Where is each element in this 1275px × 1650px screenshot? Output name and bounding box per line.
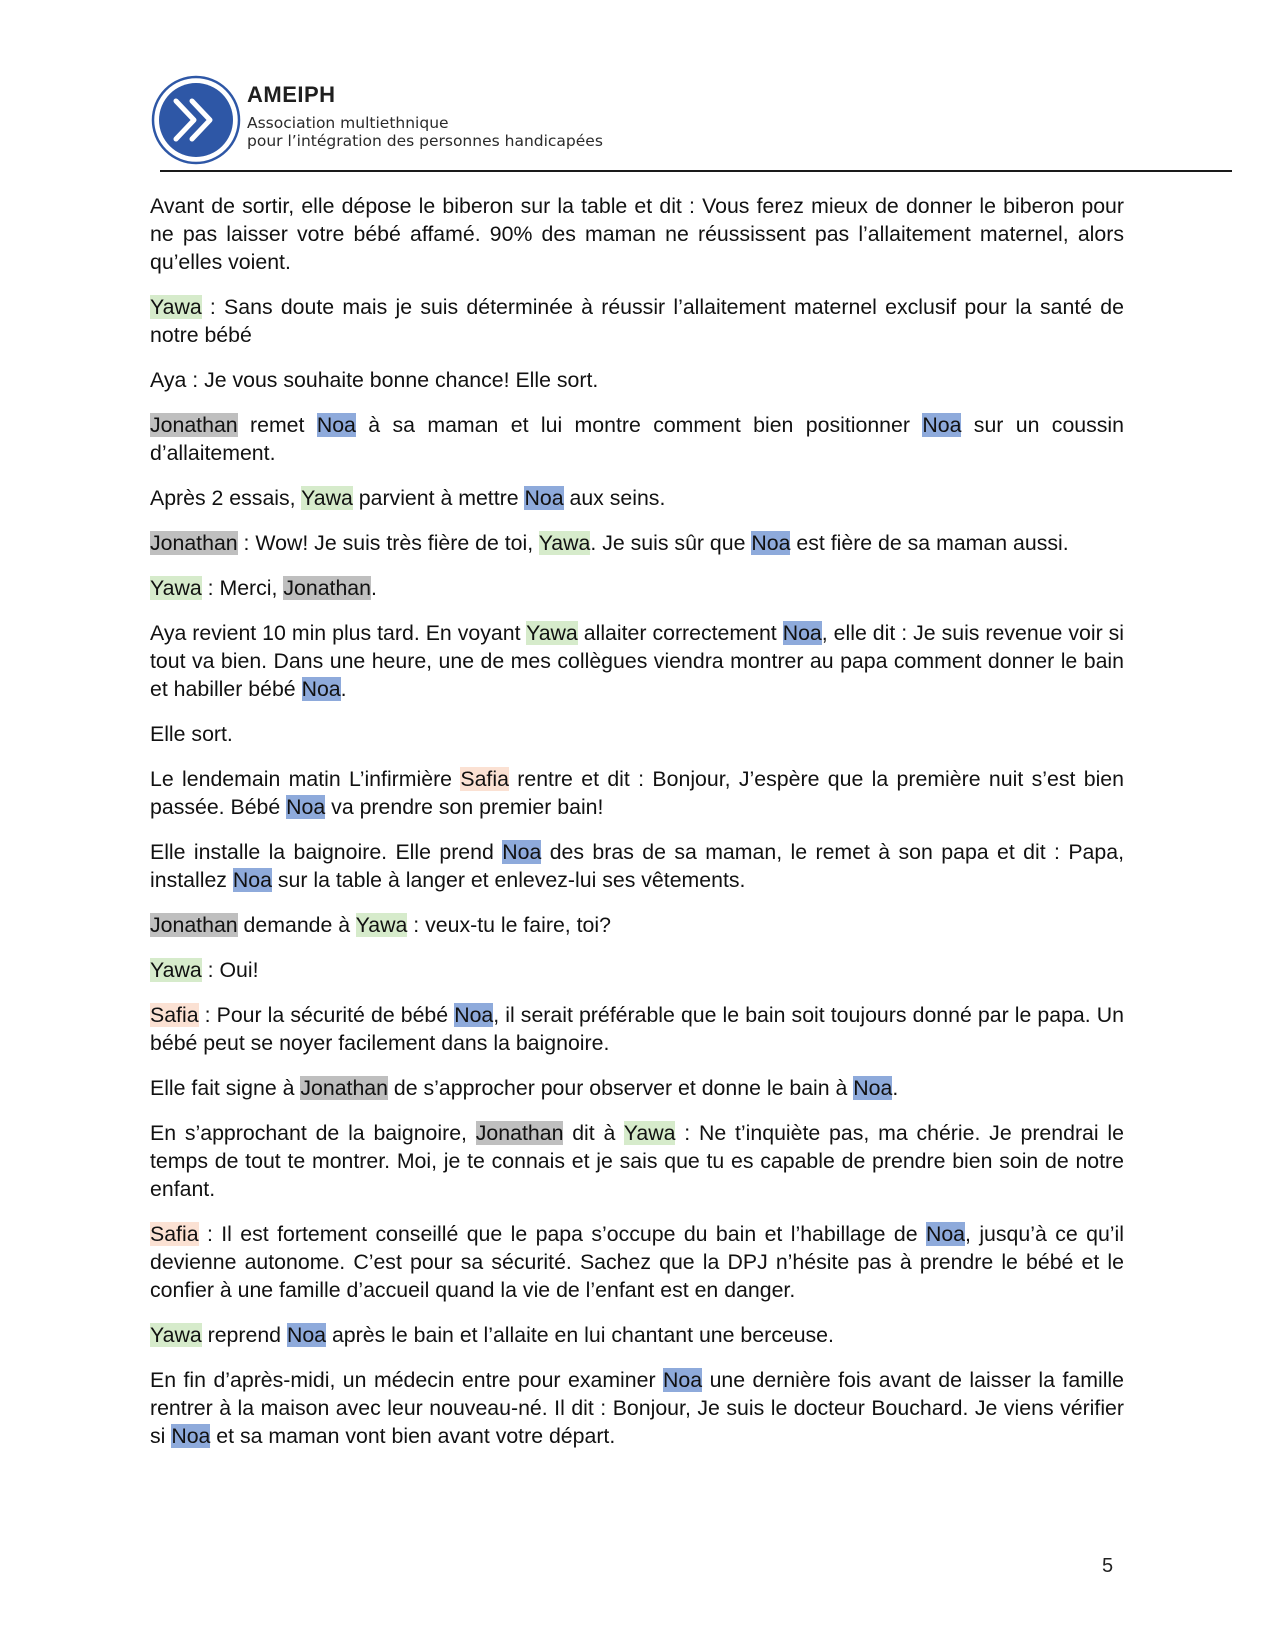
- name-noa-highlight: Noa: [454, 1003, 494, 1027]
- name-noa-highlight: Noa: [316, 413, 356, 437]
- name-safia-highlight: Safia: [150, 1003, 199, 1027]
- page-header: [150, 74, 1230, 174]
- paragraph: [150, 1074, 1124, 1102]
- text-segment: : Il est fortement conseillé que le papa s’occupe du bain et l’habillage de: [198, 1222, 926, 1246]
- text-segment: , il serait préférable que le bain soit toujours donné par le papa. Un bébé peut se noyer facilement dans la baignoire.: [150, 1003, 1124, 1055]
- name-noa-highlight: Noa: [663, 1368, 703, 1392]
- name-yawa-highlight: Yawa: [150, 1323, 202, 1347]
- name-safia-highlight: Safia: [150, 1222, 199, 1246]
- name-jonathan-highlight: Jonathan: [283, 576, 371, 600]
- text-segment: : Pour la sécurité de bébé: [198, 1003, 455, 1027]
- name-yawa-highlight: Yawa: [623, 1121, 676, 1145]
- paragraph: [150, 293, 1124, 349]
- text-segment: Aya revient 10 min plus tard. En voyant: [150, 621, 527, 645]
- paragraph: [150, 411, 1124, 467]
- paragraph: [150, 1001, 1124, 1057]
- name-noa-highlight: Noa: [853, 1076, 893, 1100]
- name-noa-highlight: Noa: [171, 1424, 211, 1448]
- double-chevron-logo-icon: [150, 74, 242, 166]
- name-jonathan-highlight: Jonathan: [300, 1076, 388, 1100]
- name-noa-highlight: Noa: [751, 531, 791, 555]
- text-segment: .: [892, 1076, 899, 1100]
- name-noa-highlight: Noa: [922, 413, 962, 437]
- paragraph: [150, 1321, 1124, 1349]
- text-segment: rentre et dit : Bonjour, J’espère que la première nuit s’est bien passée. Bébé: [150, 767, 1124, 819]
- paragraph: [150, 911, 1124, 939]
- text-segment: , elle dit : Je suis revenue voir si tout va bien. Dans une heure, une de mes collègues viendra montrer au papa comment donner le bain et habiller bébé: [150, 621, 1125, 701]
- text-segment: à sa maman et lui montre comment bien positionner: [355, 413, 923, 437]
- paragraph: [150, 366, 1124, 394]
- text-segment: demande à: [237, 913, 356, 937]
- text-segment: remet: [237, 413, 317, 437]
- text-segment: : Oui!: [201, 958, 259, 982]
- text-segment: sur un coussin d’allaitement.: [150, 413, 1125, 465]
- text-segment: .: [340, 677, 347, 701]
- paragraph: [150, 765, 1124, 821]
- text-segment: Le lendemain matin L’infirmière: [150, 767, 461, 791]
- text-segment: est fière de sa maman aussi.: [790, 531, 1069, 555]
- text-segment: Elle installe la baignoire. Elle prend: [150, 840, 503, 864]
- paragraph: [150, 192, 1124, 276]
- name-yawa-highlight: Yawa: [150, 958, 202, 982]
- name-jonathan-highlight: Jonathan: [150, 531, 238, 555]
- text-segment: des bras de sa maman, le remet à son papa et dit : Papa, installez: [150, 840, 1125, 892]
- text-segment: : Ne t’inquiète pas, ma chérie. Je prendrai le temps de tout te montrer. Moi, je te connais et je sais que tu es capable de prendre bien soin de notre enfant.: [150, 1121, 1124, 1201]
- paragraph: [150, 529, 1124, 557]
- text-segment: Aya : Je vous souhaite bonne chance! Elle sort.: [150, 368, 599, 392]
- text-segment: parvient à mettre: [352, 486, 525, 510]
- name-jonathan-highlight: Jonathan: [150, 413, 238, 437]
- text-segment: : Merci,: [201, 576, 284, 600]
- paragraph: [150, 619, 1124, 703]
- name-noa-highlight: Noa: [286, 1323, 327, 1347]
- name-noa-highlight: Noa: [301, 677, 341, 701]
- name-safia-highlight: Safia: [460, 767, 509, 791]
- text-segment: . Je suis sûr que: [590, 531, 752, 555]
- text-segment: .: [371, 576, 377, 600]
- name-noa-highlight: Noa: [925, 1222, 966, 1246]
- text-segment: : veux-tu le faire, toi?: [407, 913, 611, 937]
- text-segment: Elle fait signe à: [150, 1076, 301, 1100]
- document-body: [150, 192, 1124, 1467]
- header-divider: [160, 170, 1232, 172]
- text-segment: sur la table à langer et enlevez-lui ses vêtements.: [271, 868, 746, 892]
- text-segment: dit à: [563, 1121, 624, 1145]
- text-segment: va prendre son premier bain!: [325, 795, 604, 819]
- name-yawa-highlight: Yawa: [526, 621, 578, 645]
- paragraph: [150, 574, 1124, 602]
- organization-name-line-1: Association multiethnique: [247, 114, 449, 132]
- paragraph: [150, 1220, 1124, 1304]
- name-yawa-highlight: Yawa: [150, 576, 202, 600]
- name-yawa-highlight: Yawa: [301, 486, 353, 510]
- organization-acronym: AMEIPH: [247, 82, 336, 107]
- text-segment: et sa maman vont bien avant votre départ.: [210, 1424, 616, 1448]
- text-segment: Après 2 essais,: [150, 486, 302, 510]
- paragraph: [150, 956, 1124, 984]
- name-noa-highlight: Noa: [232, 868, 272, 892]
- text-segment: une dernière fois avant de laisser la famille rentrer à la maison avec leur nouveau-né. Il dit : Bonjour, Je suis le docteur Bouchard. Je viens vérifier si: [150, 1368, 1124, 1448]
- text-segment: après le bain et l’allaite en lui chantant une berceuse.: [326, 1323, 834, 1347]
- text-segment: , jusqu’à ce qu’il devienne autonome. C’est pour sa sécurité. Sachez que la DPJ n’hésite pas à prendre le bébé et le confier à une famille d’accueil quand la vie de l’enfant est en danger.: [150, 1222, 1124, 1302]
- name-yawa-highlight: Yawa: [150, 295, 202, 319]
- name-jonathan-highlight: Jonathan: [475, 1121, 564, 1145]
- text-segment: allaiter correctement: [577, 621, 783, 645]
- paragraph: [150, 1366, 1124, 1450]
- paragraph: [150, 484, 1124, 512]
- text-segment: Elle sort.: [150, 722, 233, 746]
- text-segment: En s’approchant de la baignoire,: [150, 1121, 476, 1145]
- name-jonathan-highlight: Jonathan: [150, 913, 238, 937]
- text-segment: : Wow! Je suis très fière de toi,: [237, 531, 539, 555]
- name-yawa-highlight: Yawa: [355, 913, 408, 937]
- text-segment: En fin d’après-midi, un médecin entre pour examiner: [150, 1368, 664, 1392]
- name-yawa-highlight: Yawa: [538, 531, 591, 555]
- paragraph: [150, 1119, 1124, 1203]
- text-segment: reprend: [201, 1323, 287, 1347]
- text-segment: de s’approcher pour observer et donne le bain à: [388, 1076, 854, 1100]
- text-segment: Avant de sortir, elle dépose le biberon sur la table et dit : Vous ferez mieux de donner le biberon pour ne pas laisser votre bébé affamé. 90% des maman ne réussissent pas l’allaitement maternel, alors qu’elles voient.: [150, 194, 1124, 274]
- paragraph: [150, 838, 1124, 894]
- name-noa-highlight: Noa: [524, 486, 564, 510]
- name-noa-highlight: Noa: [782, 621, 822, 645]
- name-noa-highlight: Noa: [286, 795, 326, 819]
- text-segment: : Sans doute mais je suis déterminée à réussir l’allaitement maternel exclusif pour la santé de notre bébé: [150, 295, 1124, 347]
- name-noa-highlight: Noa: [502, 840, 542, 864]
- page-number: 5: [1102, 1555, 1114, 1577]
- paragraph: [150, 720, 1124, 748]
- organization-name-line-2: pour l’intégration des personnes handicapées: [247, 132, 603, 150]
- text-segment: aux seins.: [563, 486, 666, 510]
